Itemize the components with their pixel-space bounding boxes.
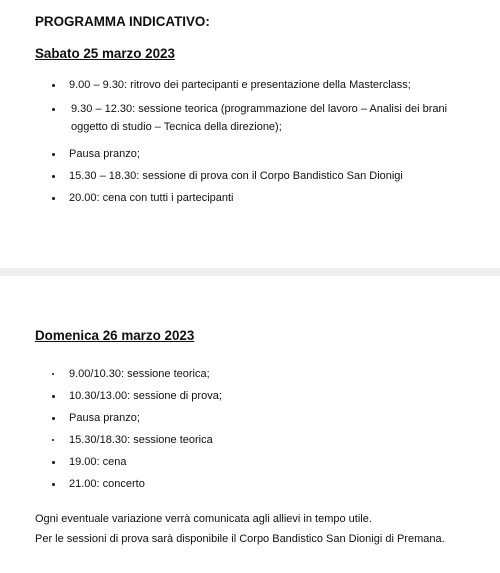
note-variations: Ogni eventuale variazione verrà comunicata agli allievi in tempo utile. xyxy=(35,513,372,525)
list-item: 9.00 – 9.30: ritrovo dei partecipanti e presentazione della Masterclass; xyxy=(52,76,472,94)
note-rehearsal-band: Per le sessioni di prova sarà disponibile il Corpo Bandistico San Dionigi di Premana. xyxy=(35,533,445,545)
list-item: Pausa pranzo; xyxy=(52,409,472,427)
document-page-1 xyxy=(0,0,500,268)
bullet-icon xyxy=(52,431,70,449)
program-heading: PROGRAMMA INDICATIVO: xyxy=(35,14,210,29)
bullet-icon xyxy=(52,145,70,163)
list-item: 10.30/13.00: sessione di prova; xyxy=(52,387,472,405)
list-item: 9.30 – 12.30: sessione teorica (programmazione del lavoro – Analisi dei brani oggetto di studio – Tecnica della direzione); xyxy=(52,100,472,136)
page-separator xyxy=(0,268,500,276)
bullet-icon xyxy=(52,167,70,185)
list-item: 15.30/18.30: sessione teorica xyxy=(52,431,472,449)
list-item: 9.00/10.30: sessione teorica; xyxy=(52,365,472,383)
list-item: 20.00: cena con tutti i partecipanti xyxy=(52,189,472,207)
bullet-icon xyxy=(52,475,70,493)
day2-title: Domenica 26 marzo 2023 xyxy=(35,328,195,343)
bullet-icon xyxy=(52,365,70,383)
list-item: 21.00: concerto xyxy=(52,475,472,493)
bullet-icon xyxy=(52,387,70,405)
list-item: Pausa pranzo; xyxy=(52,145,472,163)
bullet-icon xyxy=(52,189,70,207)
list-item: 15.30 – 18.30: sessione di prova con il Corpo Bandistico San Dionigi xyxy=(52,167,472,185)
document-page-2 xyxy=(0,276,500,573)
bullet-icon xyxy=(52,100,70,118)
bullet-icon xyxy=(52,453,70,471)
day1-title: Sabato 25 marzo 2023 xyxy=(35,46,175,61)
list-item: 19.00: cena xyxy=(52,453,472,471)
bullet-icon xyxy=(52,409,70,427)
bullet-icon xyxy=(52,76,70,94)
